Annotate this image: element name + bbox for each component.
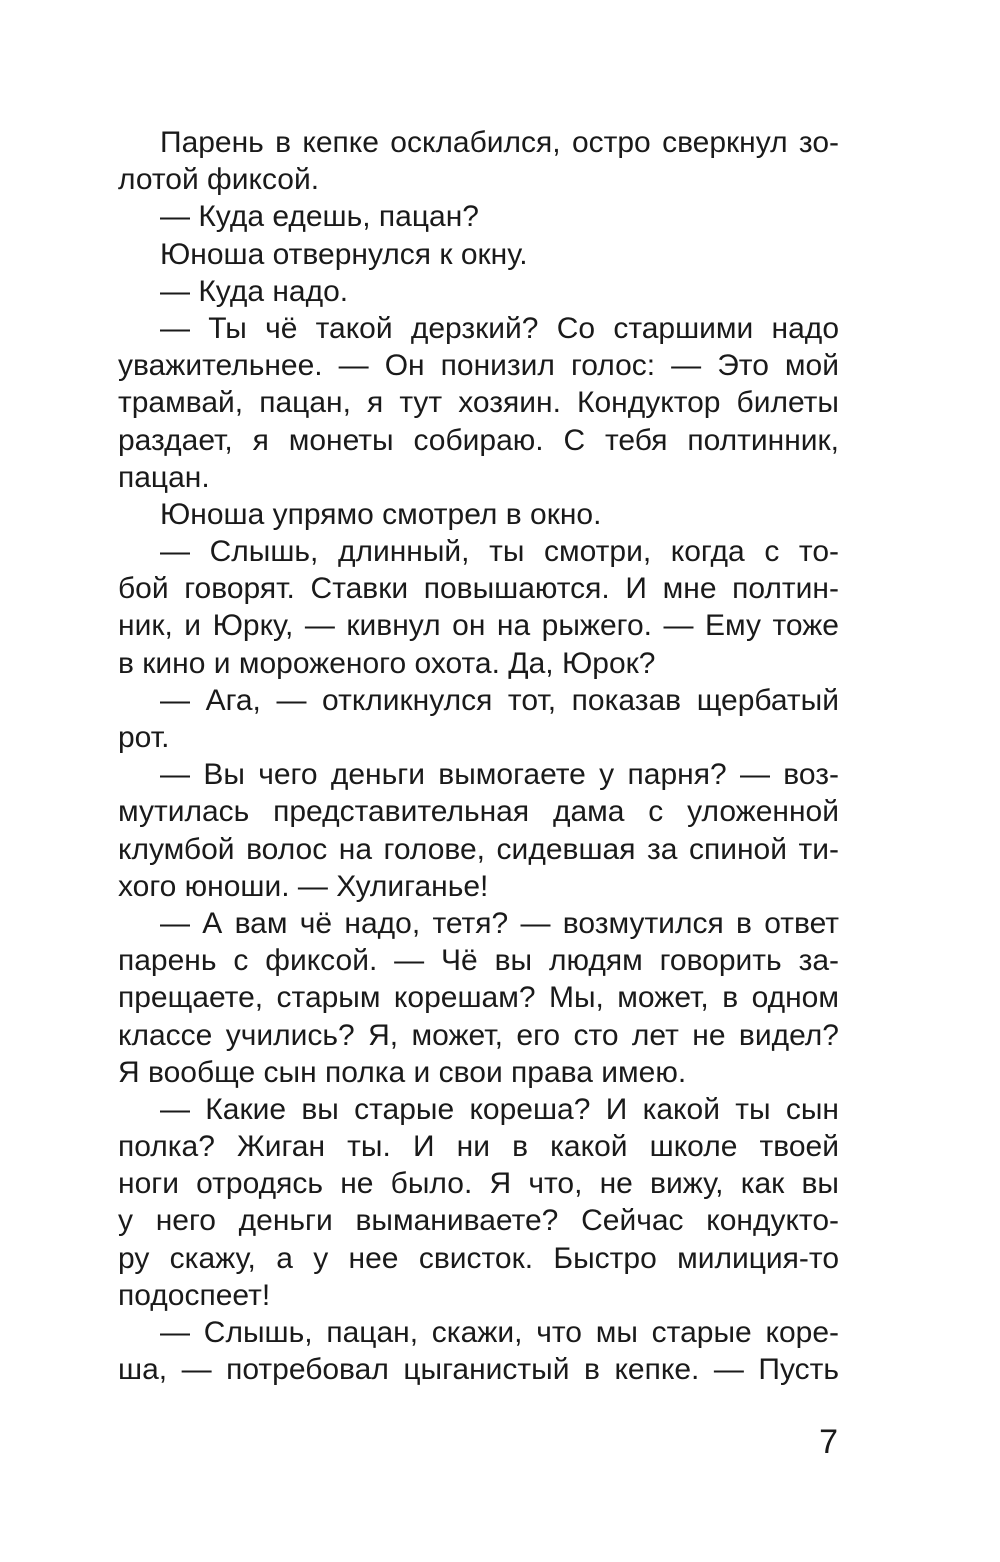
- text-line: прещаете, старым корешам? Мы, может, в одном: [118, 981, 839, 1015]
- text-line: пацан.: [118, 460, 210, 494]
- text-line: парень с фиксой. — Чё вы людям говорить за-: [118, 944, 839, 978]
- text-line: бой говорят. Ставки повышаются. И мне полтин-: [118, 572, 839, 606]
- text-line: — Куда надо.: [160, 274, 349, 308]
- text-line: классе учились? Я, может, его сто лет не видел?: [118, 1018, 839, 1052]
- text-line: — Ага, — откликнулся тот, показав щербатый: [160, 683, 839, 717]
- text-line: раздает, я монеты собираю. С тебя полтинник,: [118, 423, 839, 457]
- text-line: хого юноши. — Хулиганье!: [118, 869, 489, 903]
- text-line: — Вы чего деньги вымогаете у парня? — воз-: [160, 758, 839, 792]
- text-line: — Куда едешь, пацан?: [160, 200, 479, 234]
- text-line: Я вообще сын полка и свои права имею.: [118, 1055, 687, 1089]
- text-line: Юноша отвернулся к окну.: [160, 237, 528, 271]
- text-line: ноги отродясь не было. Я что, не вижу, как вы: [118, 1167, 839, 1201]
- text-line: Парень в кепке осклабился, остро сверкнул зо-: [160, 126, 839, 159]
- text-line: — Какие вы старые кореша? И какой ты сын: [160, 1092, 839, 1126]
- text-line: — Слышь, длинный, ты смотри, когда с то-: [160, 535, 839, 569]
- page-body: [118, 124, 839, 1388]
- text-line: ша, — потребовал цыганистый в кепке. — Пусть: [118, 1353, 839, 1387]
- text-line: полка? Жиган ты. И ни в какой школе твоей: [118, 1130, 839, 1164]
- text-line: — А вам чё надо, тетя? — возмутился в ответ: [160, 906, 839, 940]
- text-line: — Ты чё такой дерзкий? Со старшими надо: [160, 311, 839, 345]
- text-line: клумбой волос на голове, сидевшая за спиной ти-: [118, 832, 839, 866]
- text-line: ру скажу, а у нее свисток. Быстро милиция-то: [118, 1241, 839, 1275]
- text-line: подоспеет!: [118, 1278, 271, 1312]
- page-number: 7: [819, 1423, 838, 1461]
- text-line: лотой фиксой.: [118, 163, 320, 197]
- text-line: у него деньги выманиваете? Сейчас кондукто-: [118, 1204, 839, 1238]
- text-line: в кино и мороженого охота. Да, Юрок?: [118, 646, 656, 680]
- text-line: уважительнее. — Он понизил голос: — Это мой: [118, 349, 839, 383]
- text-line: ник, и Юрку, — кивнул он на рыжего. — Ему тоже: [118, 609, 839, 643]
- text-line: мутилась представительная дама с уложенной: [118, 795, 839, 829]
- text-line: Юноша упрямо смотрел в окно.: [160, 497, 602, 531]
- text-line: трамвай, пацан, я тут хозяин. Кондуктор билеты: [118, 386, 839, 420]
- text-line: рот.: [118, 721, 170, 754]
- text-line: — Слышь, пацан, скажи, что мы старые коре-: [160, 1316, 839, 1349]
